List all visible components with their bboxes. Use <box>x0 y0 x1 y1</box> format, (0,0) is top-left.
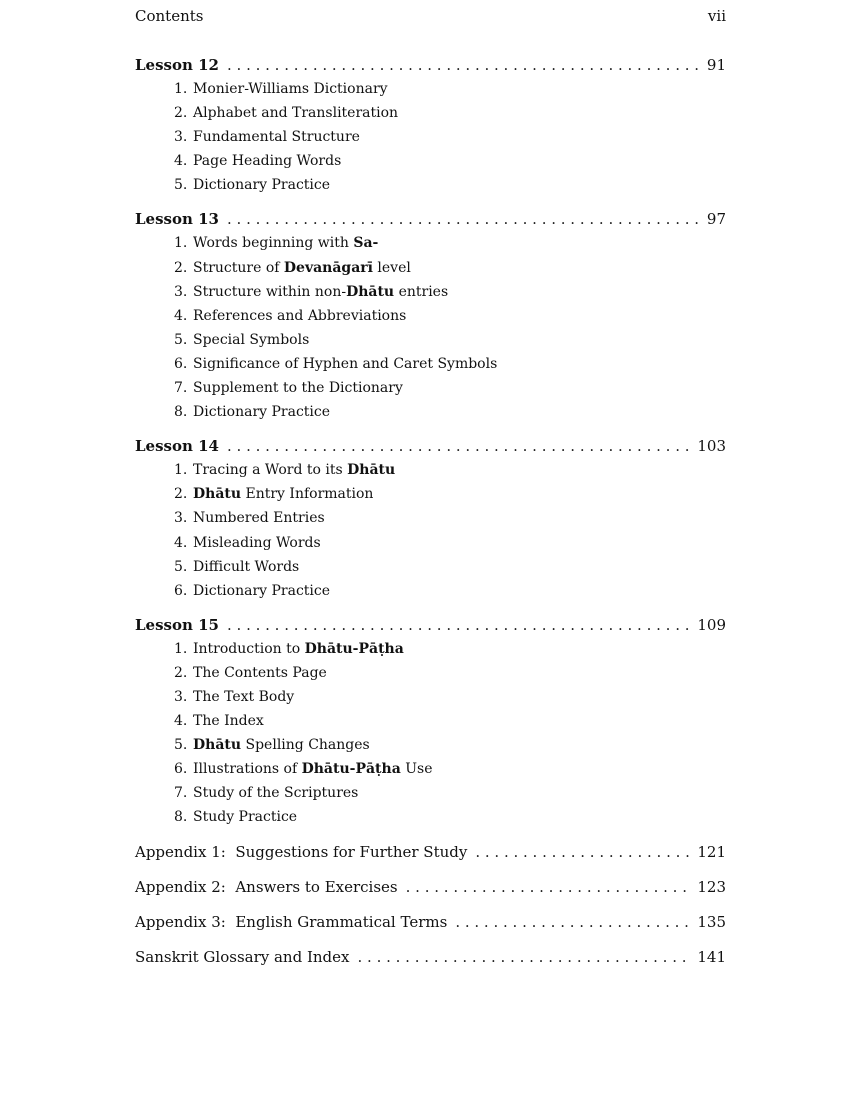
toc-sub-entry[interactable] <box>135 328 726 352</box>
item-number: 3. <box>174 688 188 705</box>
toc-sub-entry[interactable] <box>135 733 726 757</box>
toc-sub-entry[interactable] <box>135 458 726 482</box>
appendix-title: Appendix 2: Answers to Exercises <box>135 877 398 896</box>
table-of-contents <box>135 53 726 980</box>
page-number: 103 <box>697 437 726 456</box>
item-text-plain: Introduction to <box>193 640 305 657</box>
toc-entry-lesson[interactable] <box>135 53 726 77</box>
lesson-title: Lesson 15 <box>135 615 219 634</box>
appendix-title: Sanskrit Glossary and Index <box>135 947 350 966</box>
toc-sub-entry[interactable] <box>135 280 726 304</box>
item-number: 5. <box>174 331 188 348</box>
toc-sub-entry[interactable] <box>135 149 726 173</box>
item-text <box>193 256 411 280</box>
item-number: 3. <box>174 283 188 300</box>
running-header-page-number: vii <box>707 7 726 25</box>
item-number: 4. <box>174 534 188 551</box>
lesson-title: Lesson 14 <box>135 437 219 456</box>
toc-entry-appendix[interactable] <box>135 875 726 899</box>
toc-sub-entry[interactable] <box>135 805 726 829</box>
item-text-plain: The Contents Page <box>193 664 327 681</box>
item-text <box>193 231 378 255</box>
toc-sub-entry[interactable] <box>135 555 726 579</box>
item-text <box>193 506 325 530</box>
toc-entry-lesson[interactable] <box>135 613 726 637</box>
item-text-sanskrit-term: Dhātu-Pāṭha <box>301 761 401 778</box>
item-text-plain: The Text Body <box>193 688 295 705</box>
page-number: 91 <box>706 56 726 74</box>
item-text-sanskrit-term: Devanāgarī <box>283 259 373 276</box>
lesson-block <box>135 53 726 197</box>
item-text-sanskrit-term: Dhātu <box>193 486 242 503</box>
toc-sub-entry[interactable] <box>135 304 726 328</box>
item-number: 7. <box>174 785 188 802</box>
item-text-plain: References and Abbreviations <box>193 307 407 324</box>
item-number: 6. <box>174 355 188 372</box>
page-number: 141 <box>697 947 726 966</box>
item-number: 3. <box>174 129 188 146</box>
item-number: 5. <box>174 177 188 194</box>
item-text-plain: Words beginning with <box>193 235 354 252</box>
item-text-plain: Misleading Words <box>193 534 321 551</box>
item-number: 2. <box>174 259 188 276</box>
toc-sub-entry[interactable] <box>135 757 726 781</box>
toc-entry-appendix[interactable] <box>135 910 726 934</box>
item-text-plain: Study Practice <box>193 809 298 826</box>
item-text-plain: Illustrations of <box>193 761 302 778</box>
toc-entry-appendix[interactable] <box>135 945 726 969</box>
page-number: 135 <box>697 912 726 931</box>
item-text-plain: Dictionary Practice <box>193 177 331 194</box>
item-number: 6. <box>174 582 188 599</box>
item-number: 7. <box>174 380 188 397</box>
item-text-plain: Spelling Changes <box>241 737 370 754</box>
toc-sub-entry[interactable] <box>135 400 726 424</box>
item-text-plain: Entry Information <box>241 486 374 503</box>
item-text-plain: Special Symbols <box>193 331 310 348</box>
item-text <box>193 458 395 482</box>
dot-leader <box>455 910 690 934</box>
lesson-item-list <box>135 77 726 197</box>
toc-sub-entry[interactable] <box>135 506 726 530</box>
item-text <box>193 757 433 781</box>
item-text-plain: Numbered Entries <box>193 510 325 527</box>
item-number: 4. <box>174 153 188 170</box>
page-number: 123 <box>697 877 726 896</box>
item-text-plain: level <box>372 259 411 276</box>
toc-sub-entry[interactable] <box>135 376 726 400</box>
page-number: 121 <box>697 842 726 861</box>
dot-leader <box>475 840 690 864</box>
item-number: 3. <box>174 510 188 527</box>
item-text-plain: Alphabet and Transliteration <box>193 105 399 122</box>
lesson-block <box>135 434 726 603</box>
item-text <box>193 77 388 101</box>
item-text-plain: Structure of <box>193 259 284 276</box>
item-text <box>193 352 497 376</box>
item-text-plain: Use <box>400 761 433 778</box>
toc-sub-entry[interactable] <box>135 579 726 603</box>
running-header-title: Contents <box>135 7 204 25</box>
lesson-block <box>135 613 726 830</box>
item-number: 2. <box>174 105 188 122</box>
page-number: 97 <box>706 210 726 229</box>
toc-sub-entry[interactable] <box>135 781 726 805</box>
toc-sub-entry[interactable] <box>135 101 726 125</box>
item-text-sanskrit-term: Dhātu-Pāṭha <box>304 640 404 657</box>
dot-leader <box>227 53 700 77</box>
lesson-item-list <box>135 637 726 830</box>
item-text-plain: Significance of Hyphen and Caret Symbols <box>193 355 498 372</box>
dot-leader <box>227 613 690 637</box>
item-text-plain: Difficult Words <box>193 558 300 575</box>
item-text <box>193 805 297 829</box>
item-number: 8. <box>174 404 188 421</box>
item-text <box>193 304 406 328</box>
item-text-plain: Structure within non- <box>193 283 347 300</box>
toc-sub-entry[interactable] <box>135 531 726 555</box>
item-text-plain: Supplement to the Dictionary <box>193 380 403 397</box>
item-text-plain: Page Heading Words <box>193 153 342 170</box>
dot-leader <box>406 875 691 899</box>
item-number: 4. <box>174 307 188 324</box>
item-text <box>193 637 404 661</box>
item-text <box>193 579 330 603</box>
item-text <box>193 149 341 173</box>
page-number: 109 <box>697 615 726 634</box>
item-text-plain: Tracing a Word to its <box>193 462 348 479</box>
toc-sub-entry[interactable] <box>135 709 726 733</box>
item-number: 6. <box>174 761 188 778</box>
item-text <box>193 376 403 400</box>
toc-sub-entry[interactable] <box>135 637 726 661</box>
item-text-sanskrit-term: Sa- <box>353 235 379 252</box>
toc-sub-entry[interactable] <box>135 231 726 255</box>
toc-sub-entry[interactable] <box>135 685 726 709</box>
item-text <box>193 661 327 685</box>
item-number: 2. <box>174 664 188 681</box>
lesson-block <box>135 207 726 424</box>
toc-sub-entry[interactable] <box>135 256 726 280</box>
item-text-sanskrit-term: Dhātu <box>346 283 395 300</box>
item-text-plain: The Index <box>193 713 264 730</box>
item-text-plain: Dictionary Practice <box>193 582 331 599</box>
item-number: 5. <box>174 737 188 754</box>
item-text <box>193 781 358 805</box>
item-text-plain: Fundamental Structure <box>193 129 360 146</box>
dot-leader <box>358 945 691 969</box>
item-number: 1. <box>174 81 188 97</box>
item-text <box>193 173 330 197</box>
item-text-sanskrit-term: Dhātu <box>193 737 242 754</box>
item-text-plain: Monier-Williams Dictionary <box>193 81 388 97</box>
toc-sub-entry[interactable] <box>135 482 726 506</box>
item-text <box>193 709 264 733</box>
item-number: 5. <box>174 558 188 575</box>
item-text <box>193 280 448 304</box>
toc-sub-entry[interactable] <box>135 125 726 149</box>
lesson-item-list <box>135 231 726 424</box>
toc-sub-entry[interactable] <box>135 77 726 101</box>
item-text-plain: Study of the Scriptures <box>193 785 359 802</box>
item-number: 4. <box>174 713 188 730</box>
item-text <box>193 125 360 149</box>
item-number: 1. <box>174 235 188 252</box>
appendix-title: Appendix 1: Suggestions for Further Study <box>135 842 468 861</box>
item-text <box>193 482 373 506</box>
dot-leader <box>227 434 690 458</box>
item-number: 1. <box>174 462 188 479</box>
item-number: 1. <box>174 640 188 657</box>
item-text <box>193 555 299 579</box>
lesson-item-list <box>135 458 726 603</box>
item-number: 8. <box>174 809 188 826</box>
item-text-plain: Dictionary Practice <box>193 404 331 421</box>
dot-leader <box>227 207 700 231</box>
toc-entry-lesson[interactable] <box>135 207 726 231</box>
item-text <box>193 531 321 555</box>
item-number: 2. <box>174 486 188 503</box>
item-text <box>193 328 309 352</box>
toc-entry-lesson[interactable] <box>135 434 726 458</box>
item-text <box>193 400 330 424</box>
toc-sub-entry[interactable] <box>135 352 726 376</box>
item-text <box>193 733 370 757</box>
item-text <box>193 685 294 709</box>
item-text <box>193 101 398 125</box>
item-text-plain: entries <box>394 283 449 300</box>
lesson-title: Lesson 12 <box>135 56 219 74</box>
toc-sub-entry[interactable] <box>135 661 726 685</box>
item-text-sanskrit-term: Dhātu <box>347 462 396 479</box>
toc-sub-entry[interactable] <box>135 173 726 197</box>
lesson-title: Lesson 13 <box>135 210 219 229</box>
toc-entry-appendix[interactable] <box>135 840 726 864</box>
appendix-title: Appendix 3: English Grammatical Terms <box>135 912 448 931</box>
